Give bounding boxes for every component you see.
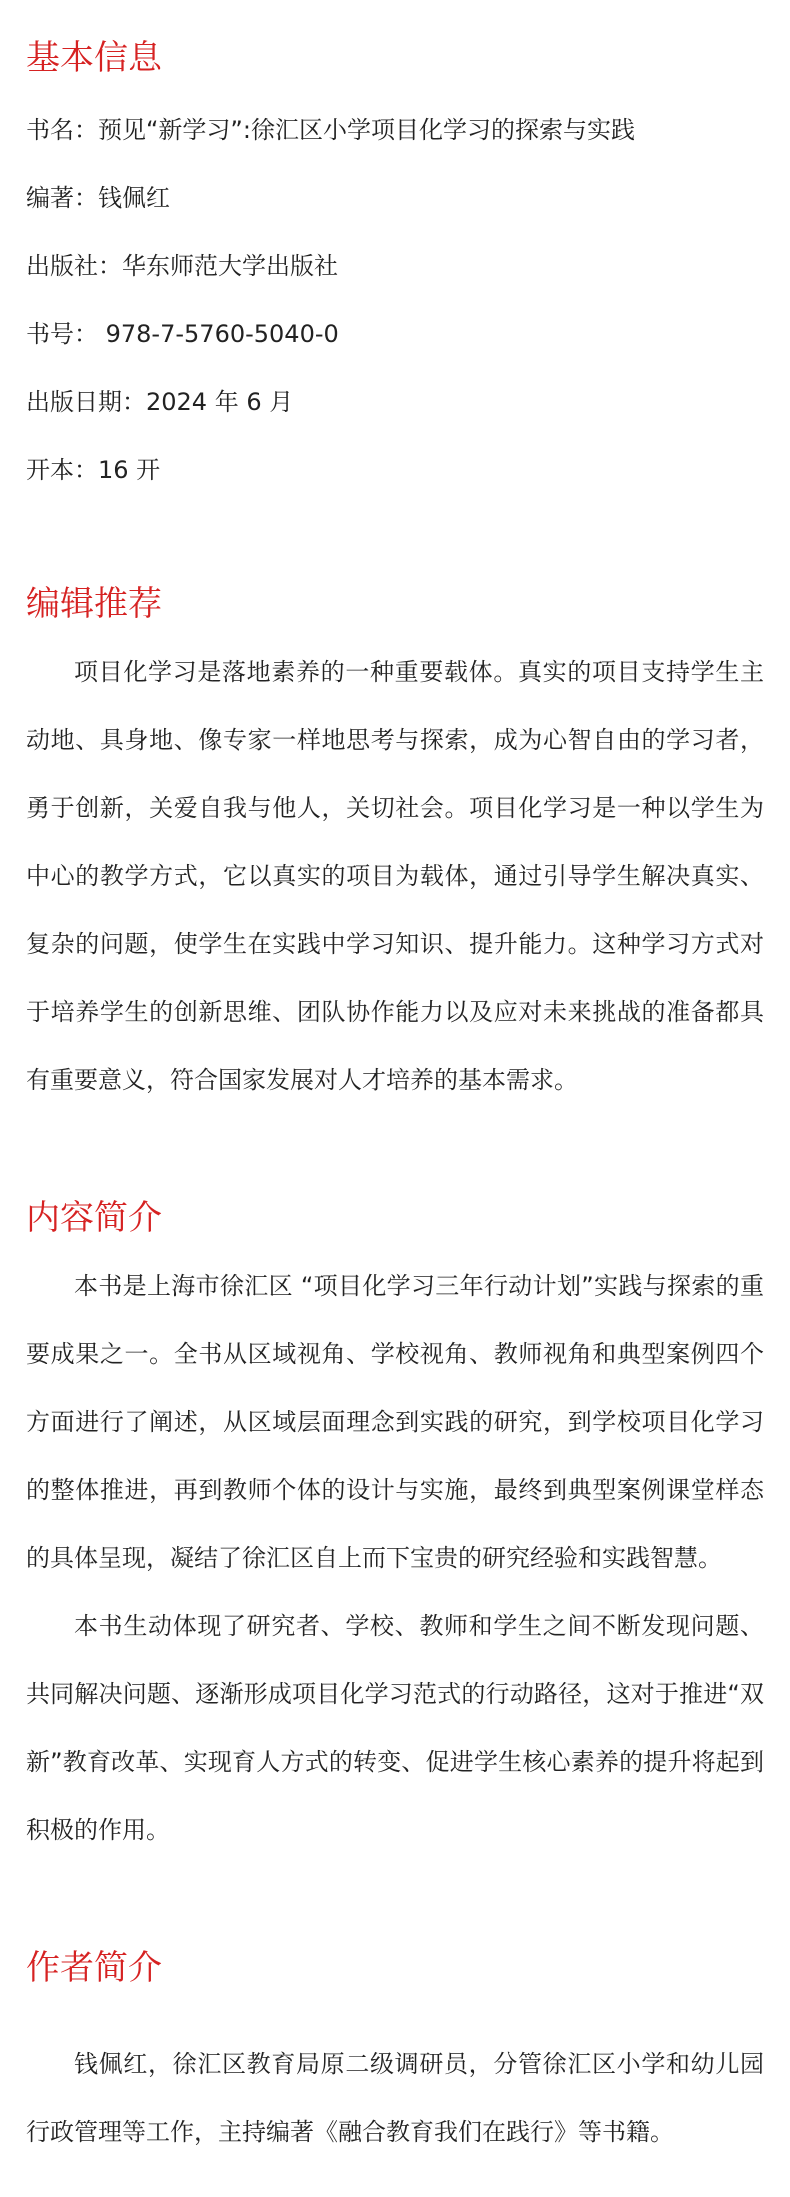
- format-line: 开本：16 开: [26, 456, 161, 484]
- author-intro-heading: 作者简介: [26, 1948, 162, 1988]
- editor-line: 编著：钱佩红: [26, 184, 170, 212]
- publish-date-line: 出版日期：2024 年 6 月: [26, 388, 294, 416]
- editor-recommend-heading: 编辑推荐: [26, 584, 162, 624]
- content-intro-paragraph-2: 本书生动体现了研究者、学校、教师和学生之间不断发现问题、共同解决问题、逐渐形成项目化学习范式的行动路径，这对于推进“双新”教育改革、实现育人方式的转变、促进学生核心素养的提升将起到积极的作用。: [26, 1612, 764, 1844]
- basic-info-heading: 基本信息: [26, 38, 162, 78]
- editor-recommend-paragraph: 项目化学习是落地素养的一种重要载体。真实的项目支持学生主动地、具身地、像专家一样地思考与探索，成为心智自由的学习者，勇于创新，关爱自我与他人，关切社会。项目化学习是一种以学生为中心的教学方式，它以真实的项目为载体，通过引导学生解决真实、复杂的问题，使学生在实践中学习知识、提升能力。这种学习方式对于培养学生的创新思维、团队协作能力以及应对未来挑战的准备都具有重要意义，符合国家发展对人才培养的基本需求。: [26, 658, 764, 1094]
- content-intro-paragraph-1: 本书是上海市徐汇区 “项目化学习三年行动计划”实践与探索的重要成果之一。全书从区域视角、学校视角、教师视角和典型案例四个方面进行了阐述，从区域层面理念到实践的研究，到学校项目化学习的整体推进，再到教师个体的设计与实施，最终到典型案例课堂样态的具体呈现，凝结了徐汇区自上而下宝贵的研究经验和实践智慧。: [26, 1272, 764, 1572]
- isbn-line: 书号： 978-7-5760-5040-0: [26, 320, 339, 348]
- author-intro-paragraph: 钱佩红，徐汇区教育局原二级调研员，分管徐汇区小学和幼儿园行政管理等工作，主持编著《融合教育我们在践行》等书籍。: [26, 2050, 764, 2146]
- publisher-line: 出版社：华东师范大学出版社: [26, 252, 338, 280]
- content-intro-heading: 内容简介: [26, 1198, 162, 1238]
- book-title-line: 书名：预见“新学习”:徐汇区小学项目化学习的探索与实践: [26, 116, 635, 144]
